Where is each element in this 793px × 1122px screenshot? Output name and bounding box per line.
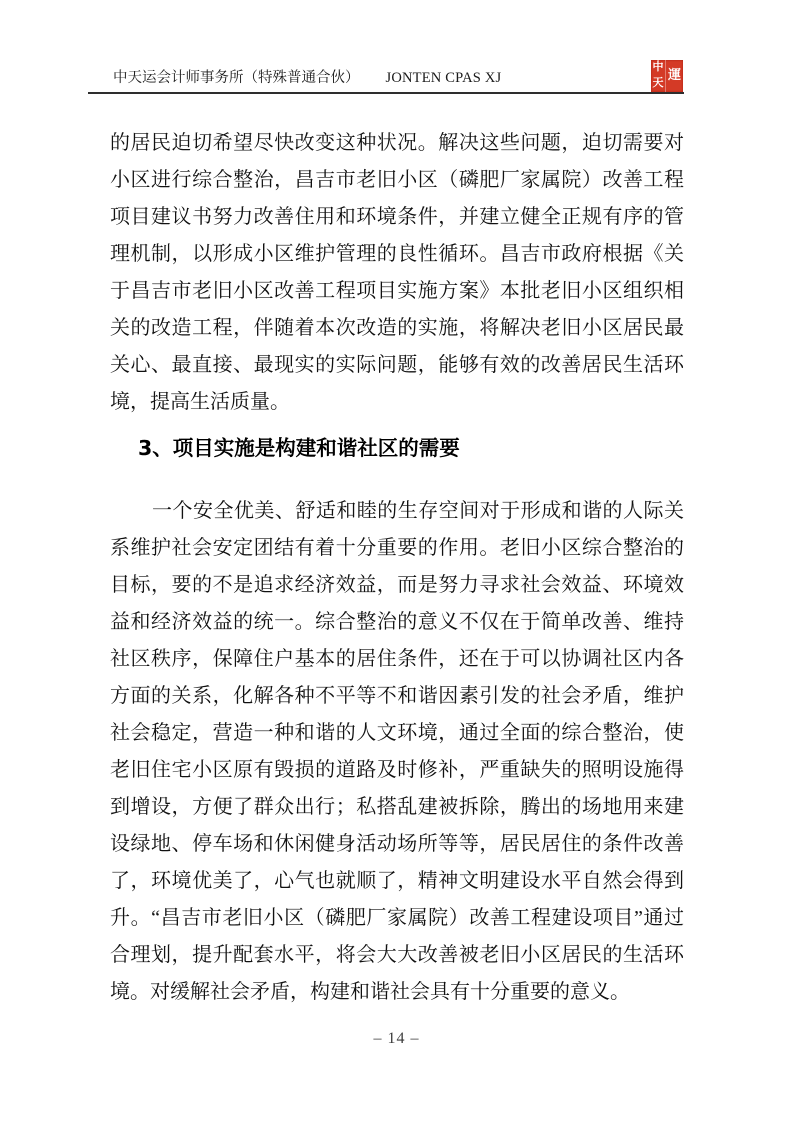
seal-char-bottom-left: 天 [652, 77, 664, 89]
seal-char-top-left: 中 [652, 61, 664, 73]
firm-name-english: JONTEN CPAS XJ [385, 70, 502, 86]
company-seal-icon [651, 60, 683, 92]
body-paragraph-continued: 的居民迫切希望尽快改变这种状况。解决这些问题，迫切需要对小区进行综合整治，昌吉市老旧小区（磷肥厂家属院）改善工程项目建议书努力改善住用和环境条件，并建立健全正规有序的管理机制，以形成小区维护管理的良性循环。昌吉市政府根据《关于昌吉市老旧小区改善工程项目实施方案》本批老旧小区组织相关的改造工程，伴随着本次改造的实施，将解决老旧小区居民最关心、最直接、最现实的实际问题，能够有效的改善居民生活环境，提高生活质量。 [110, 132, 684, 413]
letterhead [113, 68, 501, 88]
page-footer [0, 1030, 793, 1048]
section-heading: 3、项目实施是构建和谐社区的需要 [138, 436, 460, 460]
seal-char-right: 運 [665, 60, 683, 92]
page-number: – 14 – [373, 1030, 420, 1047]
firm-name-chinese: 中天运会计师事务所（特殊普通合伙） [113, 70, 360, 86]
header-divider-line [88, 92, 684, 94]
body-paragraph-main: 一个安全优美、舒适和睦的生存空间对于形成和谐的人际关系维护社会安定团结有着十分重要的作用。老旧小区综合整治的目标，要的不是追求经济效益，而是努力寻求社会效益、环境效益和经济效益的统一。综合整治的意义不仅在于简单改善、维持社区秩序，保障住户基本的居住条件，还在于可以协调社区内各方面的关系，化解各种不平等不和谐因素引发的社会矛盾，维护社会稳定，营造一种和谐的人文环境，通过全面的综合整治，使老旧住宅小区原有毁损的道路及时修补，严重缺失的照明设施得到增设，方便了群众出行；私搭乱建被拆除，腾出的场地用来建设绿地、停车场和休闲健身活动场所等等，居民居住的条件改善了，环境优美了，心气也就顺了，精神文明建设水平自然会得到升。“昌吉市老旧小区（磷肥厂家属院）改善工程建设项目”通过合理划，提升配套水平，将会大大改善被老旧小区居民的生活环境。对缓解社会矛盾，构建和谐社会具有十分重要的意义。 [110, 500, 684, 1003]
document-body [110, 125, 684, 1011]
